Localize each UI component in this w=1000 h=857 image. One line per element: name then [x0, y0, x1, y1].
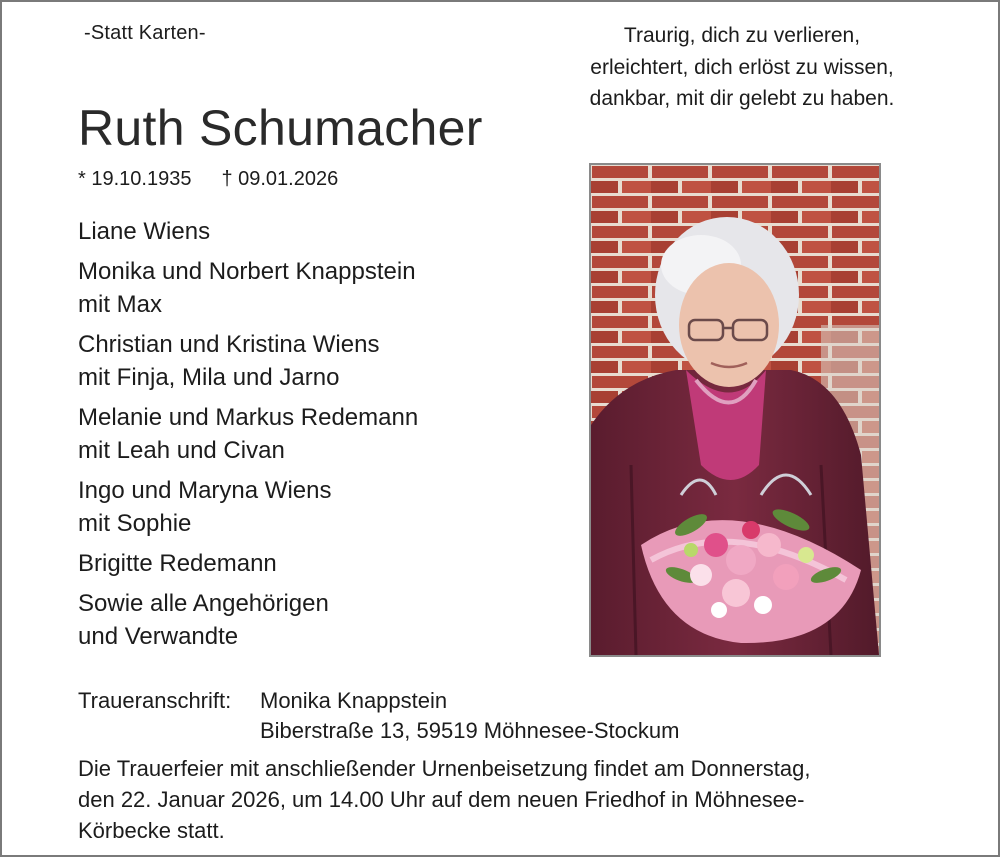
birth-date: * 19.10.1935: [78, 168, 192, 190]
deceased-name: Ruth Schumacher: [78, 100, 483, 156]
mourner-group: [78, 215, 548, 248]
mourners-list: [78, 215, 548, 653]
poem: [537, 20, 947, 115]
mourner-line: und Verwandte: [78, 623, 239, 650]
mourner-line: mit Finja, Mila und Jarno: [78, 364, 340, 391]
mourner-line: Brigitte Redemann: [78, 550, 277, 577]
mourner-group: [78, 401, 548, 467]
mourning-address: [78, 686, 679, 746]
mourner-line: mit Max: [78, 291, 162, 318]
life-dates: [78, 168, 338, 191]
mourner-line: Ingo und Maryna Wiens: [78, 477, 332, 504]
mourner-line: mit Sophie: [78, 510, 192, 537]
address-label: Traueranschrift:: [78, 688, 232, 713]
portrait-photo: [589, 163, 881, 657]
poem-line: Traurig, dich zu verlieren,: [623, 24, 861, 47]
address-street: Biberstraße 13, 59519 Möhnesee-Stockum: [260, 718, 680, 743]
portrait-illustration: [591, 165, 879, 655]
mourner-group: [78, 587, 548, 653]
funeral-line: Die Trauerfeier mit anschließender Urnenbeisetzung findet am Donnerstag,: [78, 756, 811, 781]
mourner-line: Liane Wiens: [78, 218, 211, 245]
mourner-line: Melanie und Markus Redemann: [78, 404, 419, 431]
mourner-line: Monika und Norbert Knappstein: [78, 258, 416, 285]
poem-line: dankbar, mit dir gelebt zu haben.: [589, 87, 895, 110]
statt-karten-label: -Statt Karten-: [84, 22, 206, 44]
funeral-line: Körbecke statt.: [78, 818, 225, 843]
death-date: † 09.01.2026: [221, 168, 339, 190]
mourner-group: [78, 547, 548, 580]
mourner-line: Christian und Kristina Wiens: [78, 331, 380, 358]
funeral-info: [78, 753, 938, 846]
mourner-group: [78, 474, 548, 540]
mourner-group: [78, 328, 548, 394]
poem-line: erleichtert, dich erlöst zu wissen,: [590, 55, 894, 79]
funeral-line: den 22. Januar 2026, um 14.00 Uhr auf dem neuen Friedhof in Möhnesee-: [78, 787, 805, 812]
mourner-line: mit Leah und Civan: [78, 437, 285, 464]
address-name: Monika Knappstein: [260, 688, 448, 713]
mourner-group: [78, 255, 548, 321]
mourner-line: Sowie alle Angehörigen: [78, 590, 329, 617]
